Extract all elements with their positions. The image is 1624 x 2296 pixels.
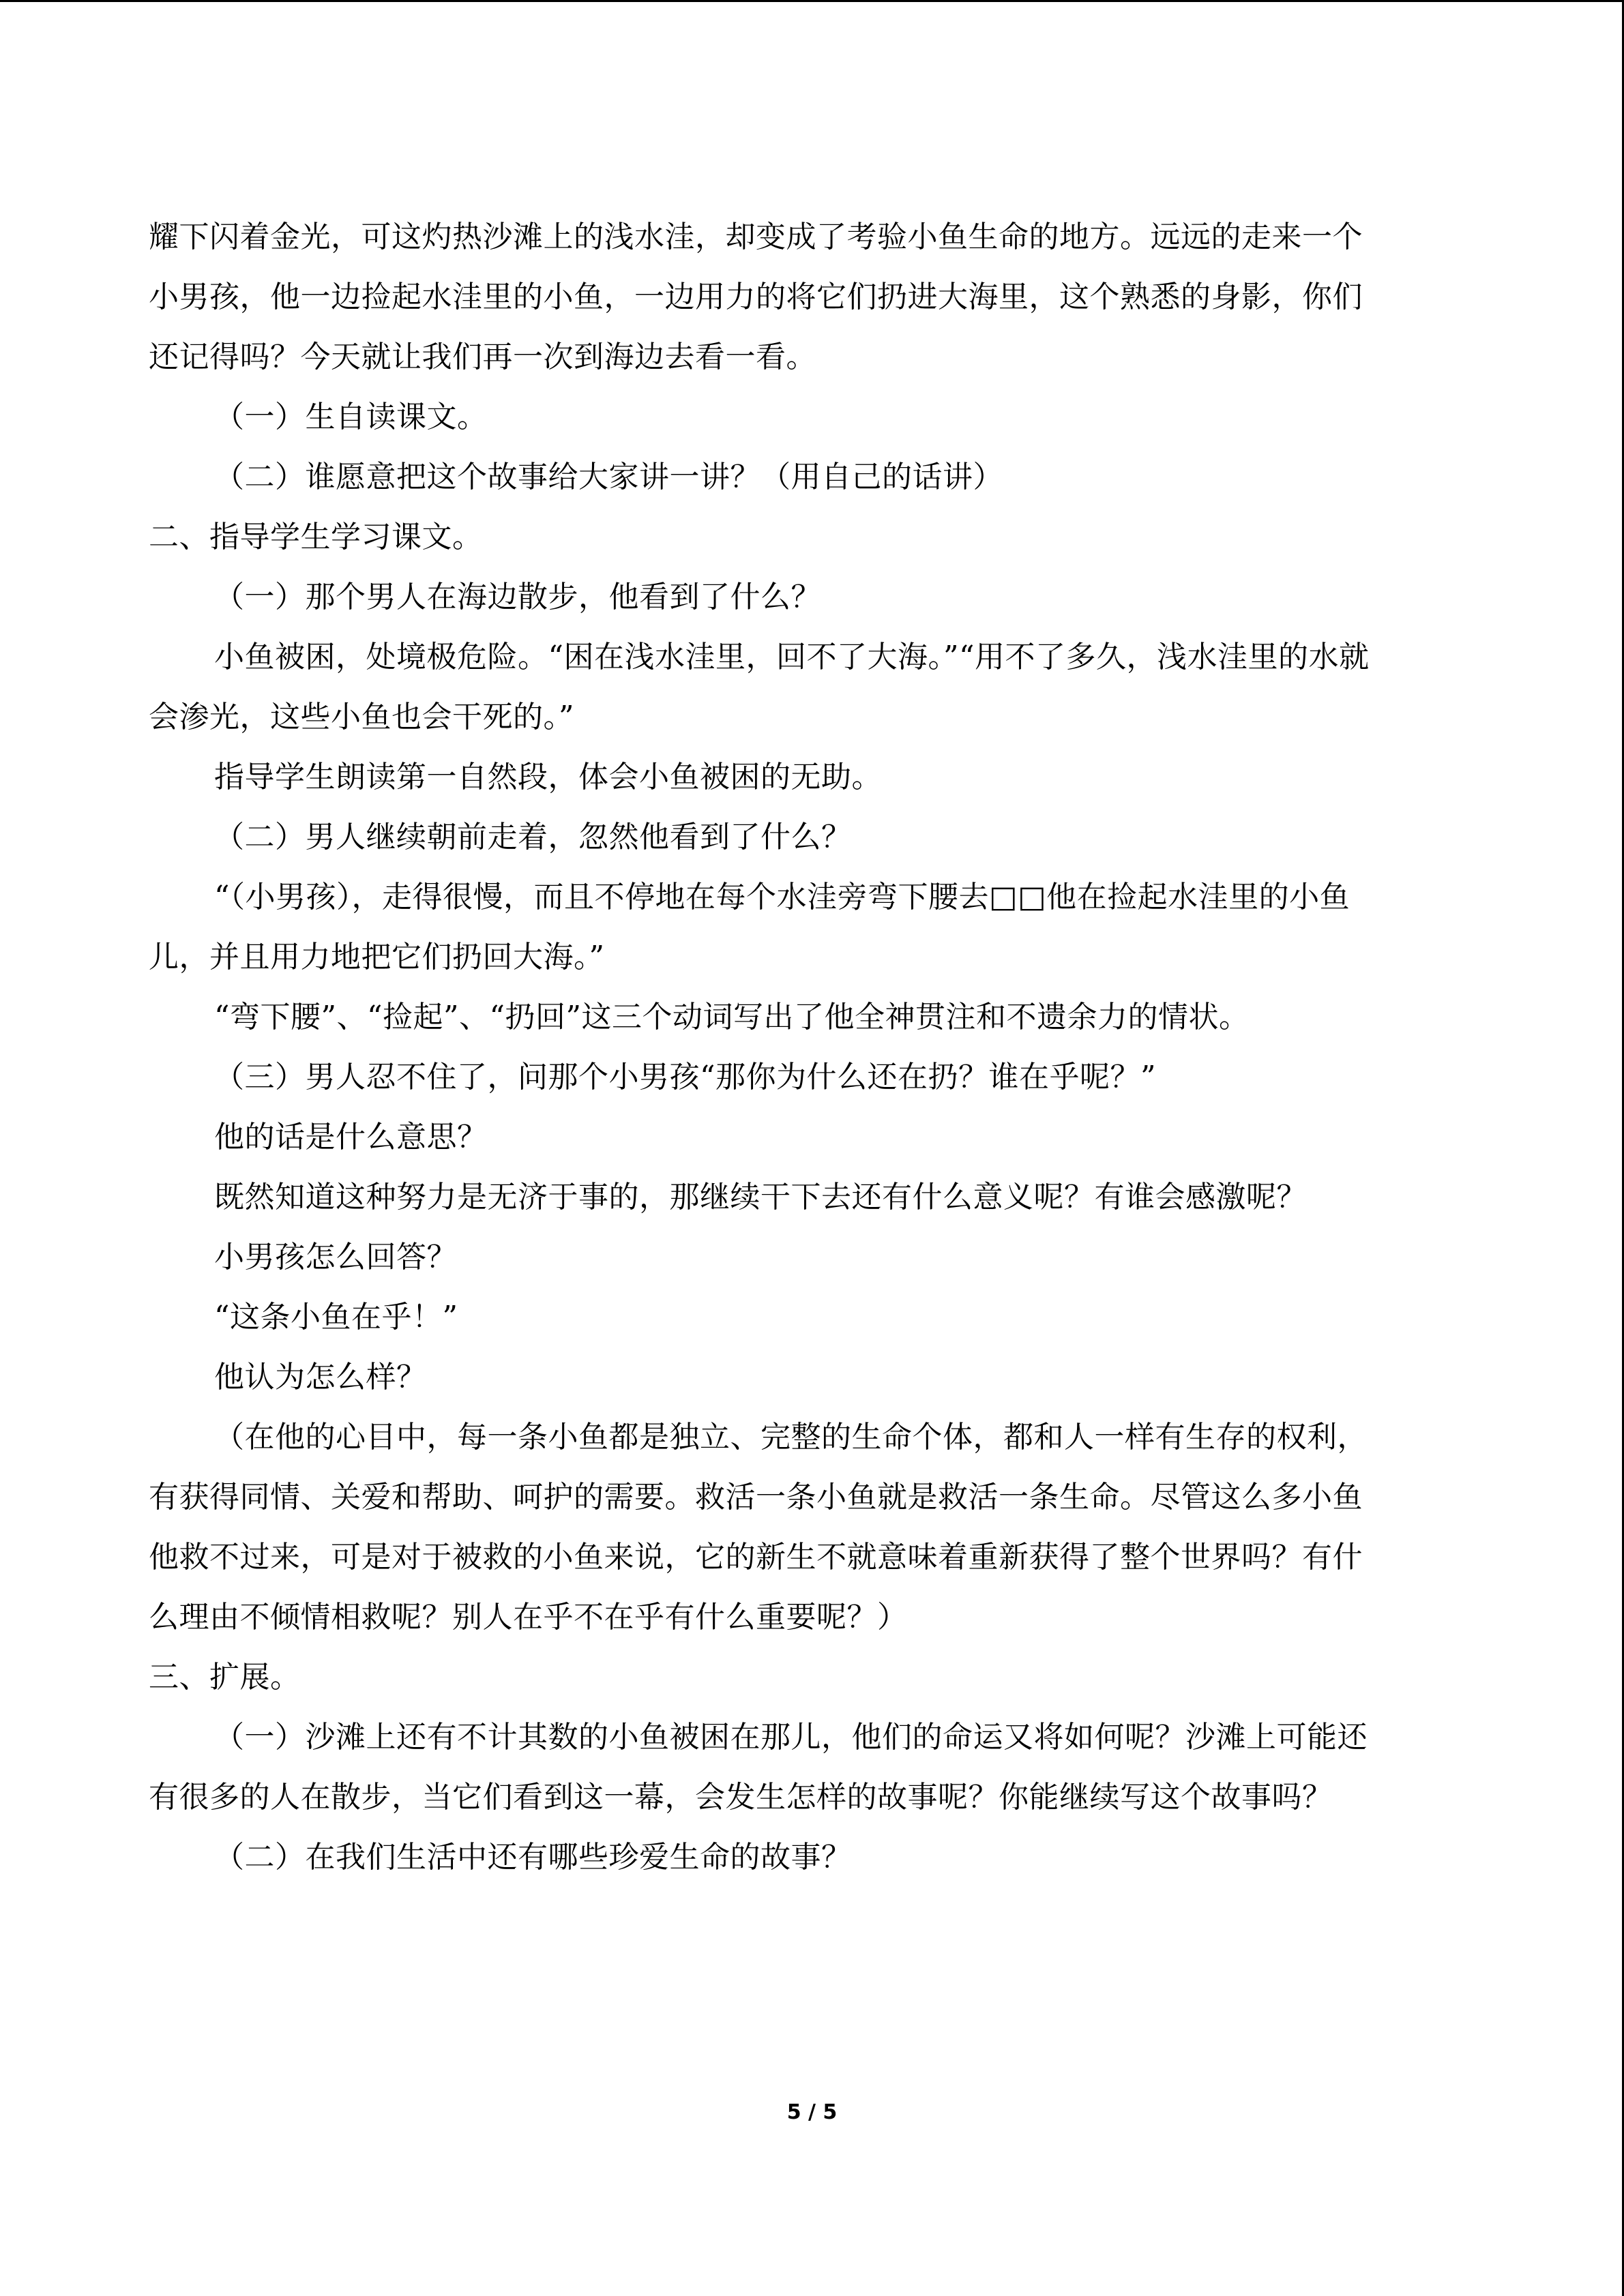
subsection-line: （二）男人继续朝前走着，忽然他看到了什么？ [214,820,852,854]
subsection-line: （三）男人忍不住了，问那个小男孩“那你为什么还在扔？谁在乎呢？” [214,1060,1156,1094]
text-line: （在他的心目中，每一条小鱼都是独立、完整的生命个体，都和人一样有生存的权利， [214,1420,1368,1455]
text-line: 小鱼被困，处境极危险。“困在浅水洼里，回不了大海。”“用不了多久，浅水洼里的水就 [214,640,1370,674]
text-line: 他救不过来，可是对于被救的小鱼来说，它的新生不就意味着重新获得了整个世界吗？有什 [149,1540,1363,1575]
text-line: 会渗光，这些小鱼也会干死的。” [149,700,574,734]
document-body [149,207,1479,1888]
section-heading: 三、扩展。 [149,1660,301,1695]
subsection-line: （二）谁愿意把这个故事给大家讲一讲？（用自己的话讲） [214,460,1003,494]
text-line: 儿，并且用力地把它们扔回大海。” [149,940,605,974]
text-line: “弯下腰”、“捡起”、“扔回”这三个动词写出了他全神贯注和不遗余力的情状。 [214,1000,1250,1034]
text-line: 他认为怎么样？ [214,1360,427,1395]
text-line: 耀下闪着金光，可这灼热沙滩上的浅水洼，却变成了考验小鱼生命的地方。远远的走来一个 [149,220,1363,254]
text-line: 他的话是什么意思？ [214,1120,488,1154]
text-line: 小男孩，他一边捡起水洼里的小鱼，一边用力的将它们扔进大海里，这个熟悉的身影，你们 [149,280,1363,314]
subsection-line: （一）沙滩上还有不计其数的小鱼被困在那儿，他们的命运又将如何呢？沙滩上可能还 [214,1720,1368,1755]
subsection-line: （一）生自读课文。 [214,400,488,434]
text-line: 么理由不倾情相救呢？别人在乎不在乎有什么重要呢？） [149,1600,908,1635]
section-heading: 二、指导学生学习课文。 [149,520,483,554]
text-line: 还记得吗？今天就让我们再一次到海边去看一看。 [149,340,816,374]
text-line: 指导学生朗读第一自然段，体会小鱼被困的无助。 [214,760,882,794]
text-line: “（小男孩），走得很慢，而且不停地在每个水洼旁弯下腰去□□他在捡起水洼里的小鱼 [214,880,1350,914]
text-line: 有很多的人在散步，当它们看到这一幕，会发生怎样的故事呢？你能继续写这个故事吗？ [149,1780,1333,1815]
page-top-border [0,0,1624,2]
subsection-line: （二）在我们生活中还有哪些珍爱生命的故事？ [214,1840,852,1875]
text-line: 小男孩怎么回答？ [214,1240,457,1274]
page-number: 5 / 5 [786,2100,838,2124]
text-line: “这条小鱼在乎！” [214,1300,458,1335]
text-line: 有获得同情、关爱和帮助、呵护的需要。救活一条小鱼就是救活一条生命。尽管这么多小鱼 [149,1480,1363,1515]
subsection-line: （一）那个男人在海边散步，他看到了什么？ [214,580,821,614]
text-line: 既然知道这种努力是无济于事的，那继续干下去还有什么意义呢？有谁会感激呢？ [214,1180,1307,1214]
